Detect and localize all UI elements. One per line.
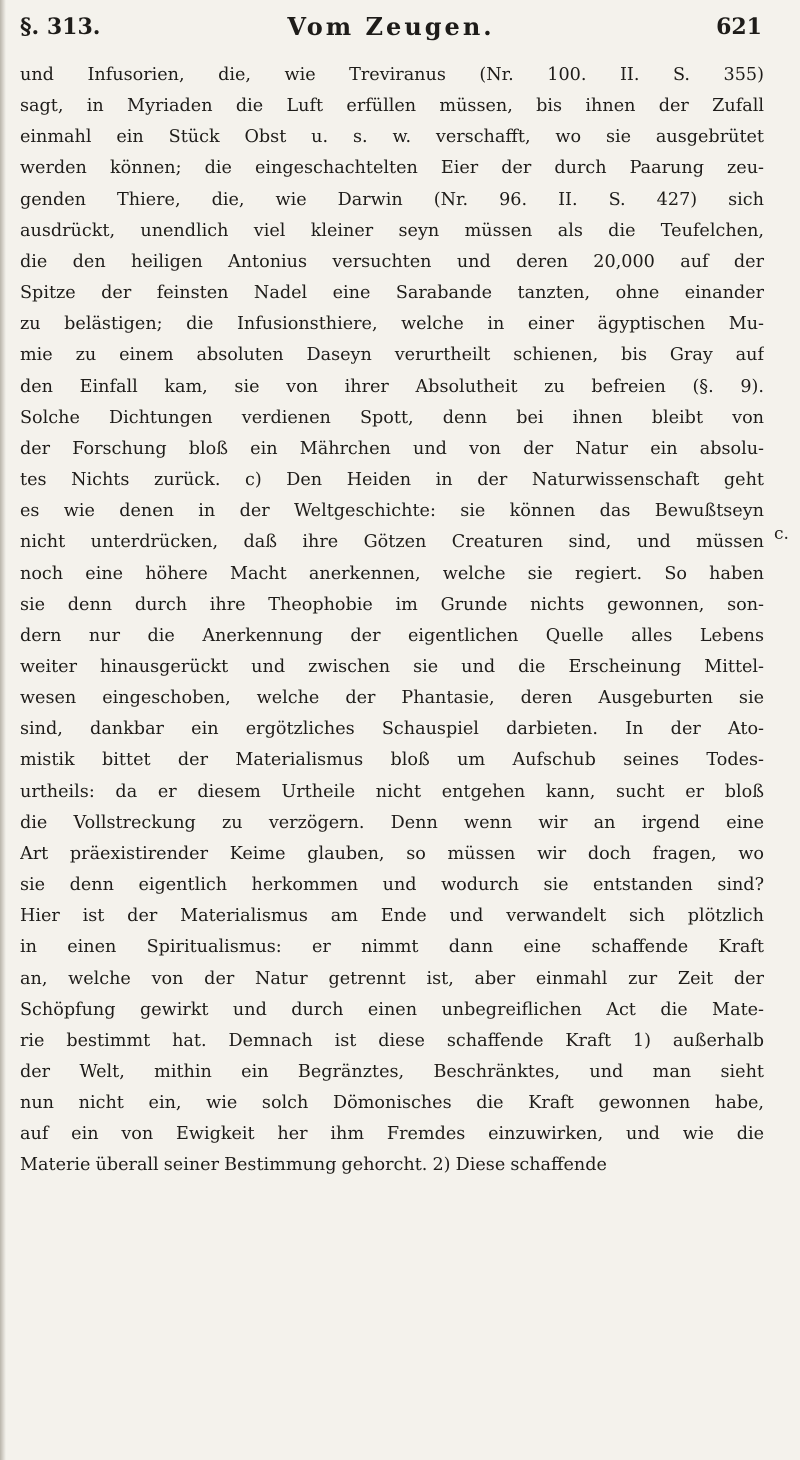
text-line: auf ein von Ewigkeit her ihm Fremdes einzuwirken, und wie die: [20, 1124, 764, 1145]
text-line: nun nicht ein, wie solch Dömonisches die Kraft gewonnen habe,: [20, 1093, 764, 1114]
text-line: Schöpfung gewirkt und durch einen unbegreiflichen Act die Mate-: [20, 999, 764, 1020]
text-line: mistik bittet der Materialismus bloß um Aufschub seines Todes-: [20, 750, 764, 771]
text-line: tes Nichts zurück. c) Den Heiden in der Naturwissenschaft geht: [20, 470, 764, 491]
text-line: der Forschung bloß ein Mährchen und von der Natur ein absolu-: [20, 438, 764, 459]
text-line: Art präexistirender Keime glauben, so müssen wir doch fragen, wo: [20, 843, 764, 864]
scan-edge-shadow: [0, 0, 6, 1460]
text-line: in einen Spiritualismus: er nimmt dann eine schaffende Kraft: [20, 937, 764, 958]
text-line: Materie überall seiner Bestimmung gehorcht. 2) Diese schaffende: [20, 1155, 607, 1176]
text-line: der Welt, mithin ein Begränztes, Beschränktes, und man sieht: [20, 1062, 764, 1082]
text-line: rie bestimmt hat. Demnach ist diese schaffende Kraft 1) außerhalb: [20, 1030, 764, 1051]
page-title: Vom Zeugen.: [287, 12, 495, 41]
text-line: an, welche von der Natur getrennt ist, aber einmahl zur Zeit der: [20, 968, 764, 989]
text-line: weiter hinausgerückt und zwischen sie und die Erscheinung Mittel-: [20, 656, 764, 677]
text-line: die den heiligen Antonius versuchten und deren 20,000 auf der: [20, 251, 764, 272]
text-line: Hier ist der Materialismus am Ende und verwandelt sich plötzlich: [20, 906, 764, 927]
section-number: §. 313.: [20, 14, 101, 40]
text-line: Solche Dichtungen verdienen Spott, denn bei ihnen bleibt von: [20, 407, 764, 428]
margin-note: c.: [774, 524, 789, 544]
body-text: [20, 60, 764, 1182]
text-line: ausdrückt, unendlich viel kleiner seyn müssen als die Teufelchen,: [20, 220, 764, 241]
text-line: sie denn eigentlich herkommen und wodurch sie entstanden sind?: [20, 875, 764, 896]
text-line: werden können; die eingeschachtelten Eier der durch Paarung zeu-: [20, 158, 764, 179]
text-line: Spitze der feinsten Nadel eine Sarabande tanzten, ohne einander: [20, 283, 764, 304]
text-line: die Vollstreckung zu verzögern. Denn wenn wir an irgend eine: [20, 812, 764, 833]
text-line: wesen eingeschoben, welche der Phantasie, deren Ausgeburten sie: [20, 688, 764, 709]
text-line: mie zu einem absoluten Daseyn verurtheilt schienen, bis Gray auf: [20, 345, 764, 366]
page-number: 621: [716, 14, 762, 40]
text-line: und Infusorien, die, wie Treviranus (Nr. 100. II. S. 355): [20, 65, 764, 85]
running-head: [20, 8, 762, 48]
text-line: den Einfall kam, sie von ihrer Absolutheit zu befreien (§. 9).: [20, 376, 764, 397]
text-line: einmahl ein Stück Obst u. s. w. verschafft, wo sie ausgebrütet: [20, 127, 764, 148]
text-line: sind, dankbar ein ergötzliches Schauspiel darbieten. In der Ato-: [20, 719, 764, 740]
text-line: noch eine höhere Macht anerkennen, welche sie regiert. So haben: [20, 563, 764, 584]
text-line: es wie denen in der Weltgeschichte: sie können das Bewußtseyn: [20, 501, 764, 522]
text-line: urtheils: da er diesem Urtheile nicht entgehen kann, sucht er bloß: [20, 781, 764, 802]
text-line: genden Thiere, die, wie Darwin (Nr. 96. II. S. 427) sich: [20, 189, 764, 210]
text-line: zu belästigen; die Infusionsthiere, welche in einer ägyptischen Mu-: [20, 314, 764, 335]
text-line: nicht unterdrücken, daß ihre Götzen Creaturen sind, und müssen: [20, 532, 764, 553]
text-line: dern nur die Anerkennung der eigentlichen Quelle alles Lebens: [20, 625, 764, 646]
text-line: sagt, in Myriaden die Luft erfüllen müssen, bis ihnen der Zufall: [20, 96, 764, 117]
text-line: sie denn durch ihre Theophobie im Grunde nichts gewonnen, son-: [20, 594, 764, 615]
